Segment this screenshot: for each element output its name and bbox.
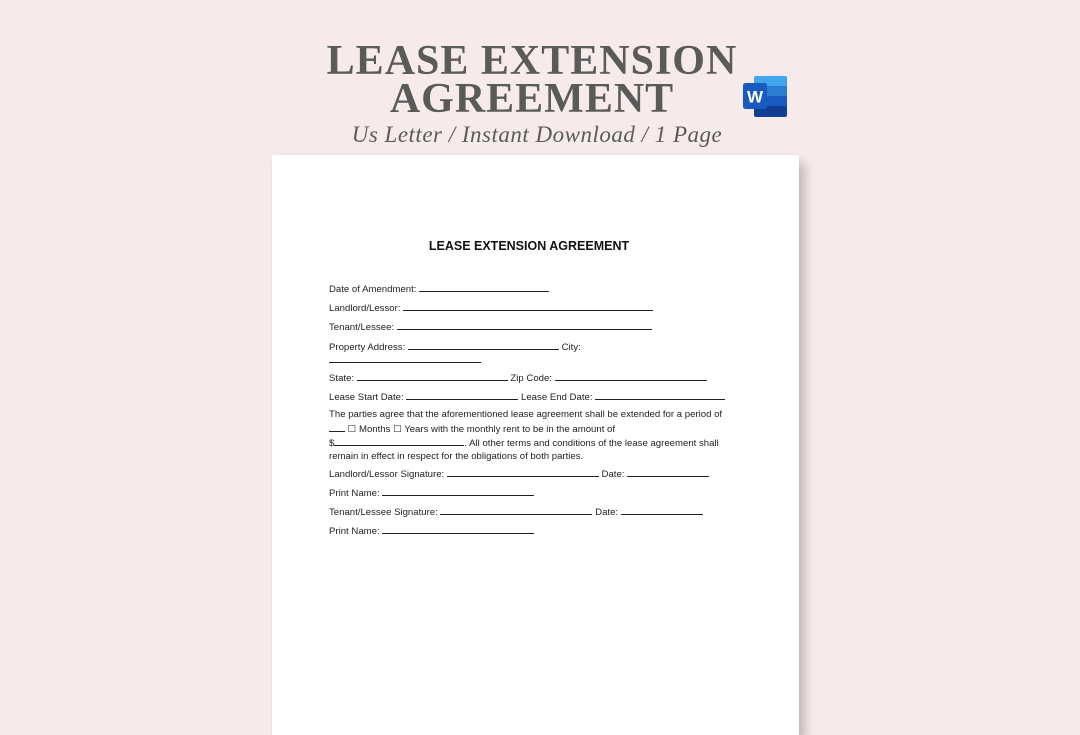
landlord-print-name-blank[interactable]: [382, 486, 534, 496]
zip-code-label: Zip Code:: [510, 373, 553, 384]
landlord-label: Landlord/Lessor:: [329, 303, 401, 314]
months-checkbox[interactable]: ☐: [347, 423, 357, 435]
tenant-signature-label: Tenant/Lessee Signature:: [329, 507, 438, 518]
date-of-amendment-label: Date of Amendment:: [329, 284, 417, 295]
tenant-label: Tenant/Lessee:: [329, 322, 395, 333]
landlord-print-name-field: [329, 486, 749, 501]
lease-end-label: Lease End Date:: [521, 392, 593, 403]
tenant-date-label: Date:: [595, 507, 619, 518]
hero-title-line-2: AGREEMENT: [389, 76, 675, 122]
paragraph-outro: . All other terms and conditions of the lease agreement shall remain in effect in respect for the obligations of both parties.: [329, 438, 719, 462]
document-title: LEASE EXTENSION AGREEMENT: [428, 239, 630, 253]
landlord-signature-field: [329, 467, 749, 482]
lease-dates-field: [329, 390, 749, 405]
tenant-signature-field: [329, 505, 749, 520]
city-label: City:: [561, 342, 581, 353]
state-blank[interactable]: [357, 371, 508, 381]
tenant-print-name-blank[interactable]: [382, 524, 534, 534]
state-label: State:: [329, 373, 355, 384]
tenant-signature-blank[interactable]: [440, 505, 592, 515]
city-field: [329, 353, 749, 368]
tenant-field: [329, 320, 749, 335]
landlord-date-blank[interactable]: [627, 467, 709, 477]
document-page: [272, 155, 799, 735]
rent-amount-blank[interactable]: [334, 436, 464, 446]
lease-start-blank[interactable]: [406, 390, 518, 400]
lease-start-label: Lease Start Date:: [329, 392, 404, 403]
tenant-print-name-label: Print Name:: [329, 526, 380, 537]
years-label: Years with the monthly rent to be in the amount of: [404, 423, 616, 435]
property-address-label: Property Address:: [329, 342, 406, 353]
zip-code-blank[interactable]: [555, 371, 707, 381]
landlord-signature-blank[interactable]: [447, 467, 599, 477]
state-field: [329, 371, 749, 386]
months-label: Months: [358, 423, 391, 435]
extension-paragraph: [329, 409, 739, 463]
hero-title-line-1: LEASE EXTENSION: [326, 38, 738, 84]
date-of-amendment-field: [329, 282, 749, 297]
hero-title: [0, 38, 1064, 122]
tenant-blank[interactable]: [397, 320, 652, 330]
tenant-print-name-field: [329, 524, 749, 539]
property-address-blank[interactable]: [408, 340, 559, 350]
lease-end-blank[interactable]: [595, 390, 725, 400]
period-blank[interactable]: [329, 422, 345, 432]
date-of-amendment-blank[interactable]: [419, 282, 549, 292]
landlord-field: [329, 301, 749, 316]
city-blank[interactable]: [329, 353, 481, 363]
landlord-blank[interactable]: [403, 301, 653, 311]
paragraph-intro: The parties agree that the aforementioned lease agreement shall be extended for a period of: [329, 409, 723, 420]
word-icon-letter: W: [746, 87, 764, 107]
tenant-date-blank[interactable]: [621, 505, 703, 515]
landlord-print-name-label: Print Name:: [329, 488, 380, 499]
microsoft-word-icon: [743, 76, 787, 117]
hero-subtitle: Us Letter / Instant Download / 1 Page: [351, 122, 723, 147]
landlord-date-label: Date:: [601, 469, 625, 480]
years-checkbox[interactable]: ☐: [393, 423, 402, 435]
currency-sign: $: [329, 438, 335, 449]
landlord-signature-label: Landlord/Lessor Signature:: [329, 469, 445, 480]
